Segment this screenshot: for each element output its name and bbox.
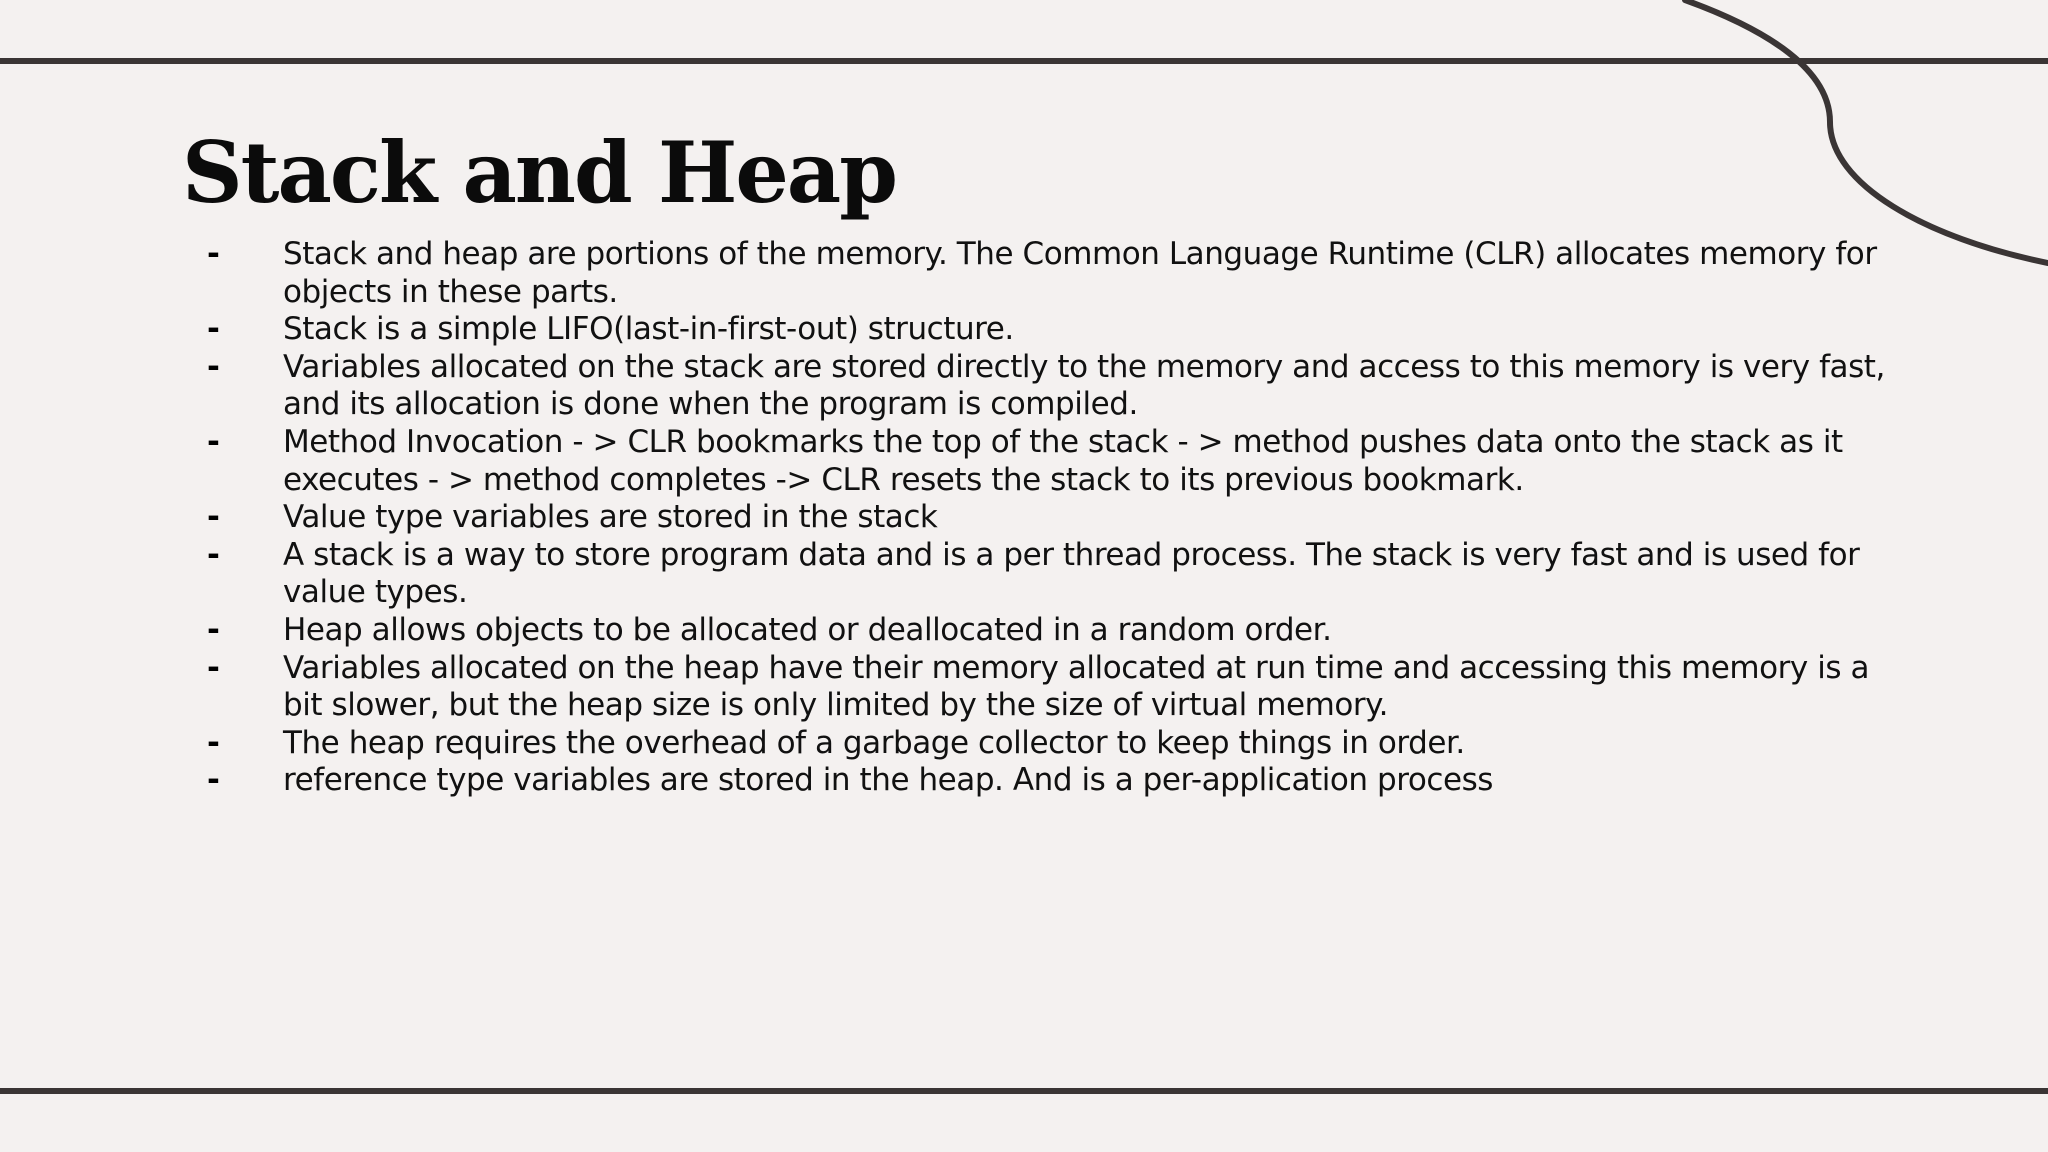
bullet-item xyxy=(207,349,1887,424)
bullet-item xyxy=(207,537,1887,612)
bullet-marker: - xyxy=(207,423,220,460)
bullet-marker: - xyxy=(207,762,220,799)
bullet-text: Value type variables are stored in the stack xyxy=(283,499,938,536)
bullet-text: Variables allocated on the stack are stored directly to the memory and access to this memory is very fast, and its allocation is done when the program is compiled. xyxy=(283,348,1885,423)
bottom-divider xyxy=(0,1088,2048,1094)
slide-title: Stack and Heap xyxy=(182,123,896,222)
bullet-marker: - xyxy=(207,536,220,573)
bullet-marker: - xyxy=(207,724,220,761)
bullet-item xyxy=(207,612,1887,650)
bullet-item xyxy=(207,650,1887,725)
bullet-item xyxy=(207,424,1887,499)
bullet-marker: - xyxy=(207,649,220,686)
bullet-marker: - xyxy=(207,236,220,272)
bullet-marker: - xyxy=(207,348,220,385)
bullet-item xyxy=(207,499,1887,537)
bullet-item xyxy=(207,311,1887,349)
bullet-text: Method Invocation - > CLR bookmarks the top of the stack - > method pushes data onto the stack as it executes - > method completes -> CLR resets the stack to its previous bookmark. xyxy=(283,423,1843,498)
bullet-text: reference type variables are stored in the heap. And is a per-application process xyxy=(283,762,1493,799)
bullet-list xyxy=(207,236,1887,800)
bullet-text: The heap requires the overhead of a garbage collector to keep things in order. xyxy=(283,724,1465,761)
bullet-text: A stack is a way to store program data and is a per thread process. The stack is very fast and is used for value types. xyxy=(283,536,1860,611)
bullet-item xyxy=(207,762,1887,800)
bullet-text: Stack and heap are portions of the memory. The Common Language Runtime (CLR) allocates memory for objects in these parts. xyxy=(283,236,1877,310)
bullet-text: Variables allocated on the heap have their memory allocated at run time and accessing this memory is a bit slower, but the heap size is only limited by the size of virtual memory. xyxy=(283,649,1870,724)
bullet-marker: - xyxy=(207,499,220,536)
bullet-marker: - xyxy=(207,311,220,348)
bullet-item xyxy=(207,725,1887,763)
bullet-text: Stack is a simple LIFO(last-in-first-out) structure. xyxy=(283,311,1014,348)
bullet-text: Heap allows objects to be allocated or deallocated in a random order. xyxy=(283,611,1332,648)
top-divider xyxy=(0,58,2048,64)
bullet-marker: - xyxy=(207,611,220,648)
bullet-item xyxy=(207,236,1887,311)
